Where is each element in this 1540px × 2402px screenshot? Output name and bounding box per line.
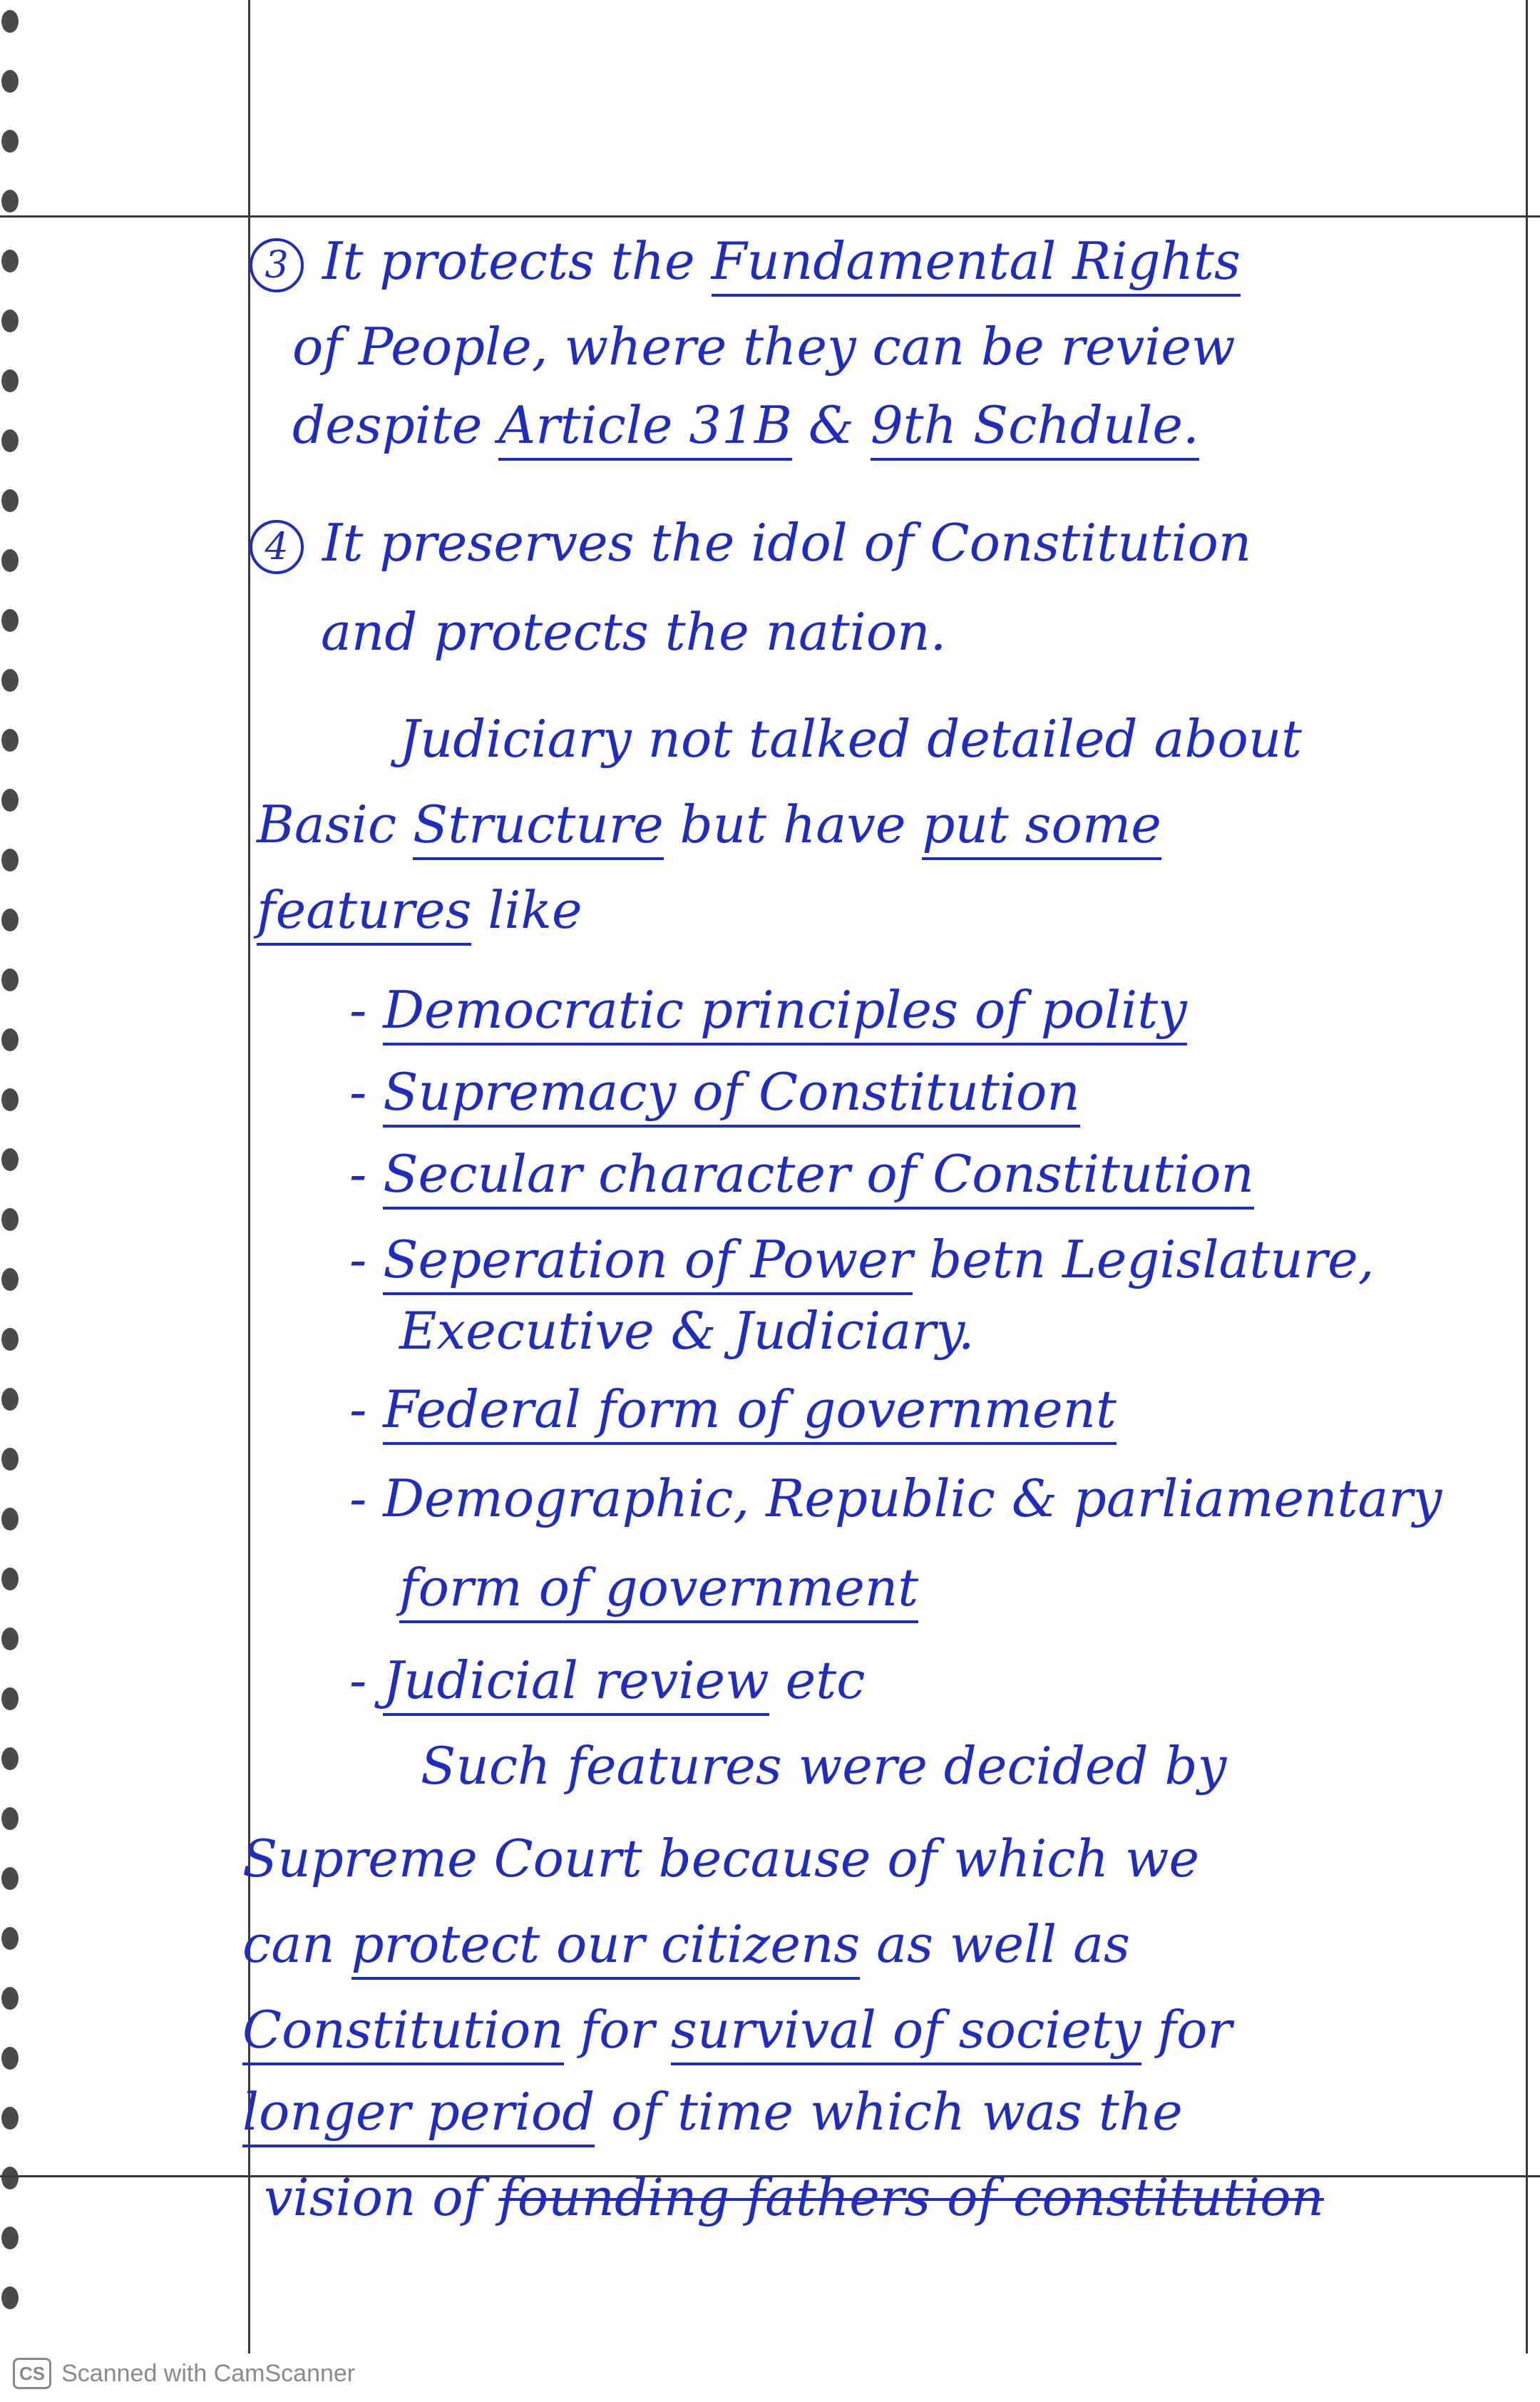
underlined-text: put some [922,794,1161,860]
spiral-ring [1,1568,19,1590]
spiral-ring [1,2047,19,2070]
spiral-ring [1,429,19,452]
spiral-ring [1,2286,19,2309]
underlined-text: 9th Schdule. [871,395,1199,461]
spiral-binding [0,0,43,2402]
spiral-ring [1,1088,19,1111]
spiral-ring [1,849,19,872]
intro-line1: Judiciary not talked detailed about [399,709,1303,769]
spiral-ring [1,489,19,512]
feature-item: - Federal form of government [349,1384,1116,1435]
spiral-ring [1,1148,19,1171]
struck-text: founding fathers of constitution [498,2167,1324,2227]
spiral-ring [1,1508,19,1530]
feature-item-continuation: form of government [399,1562,918,1613]
spiral-ring [1,1388,19,1411]
underlined-text: longer period [242,2082,595,2147]
conclusion-line6: vision of founding fathers of constitution [264,2167,1324,2227]
spiral-ring [1,190,19,213]
spiral-ring [1,130,19,153]
top-rule [0,215,1540,218]
number-circle: 3 [250,238,304,292]
underlined-text: Structure [413,794,664,860]
point3-line2: of People, where they can be review [292,317,1236,377]
spiral-ring [1,669,19,692]
spiral-ring [1,1028,19,1051]
watermark-text: Scanned with CamScanner [61,2359,356,2387]
feature-item-continuation: Executive & Judiciary. [399,1301,975,1361]
spiral-ring [1,1867,19,1890]
feature-item: - Seperation of Power betn Legislature, [349,1234,1375,1285]
conclusion-line5: longer period of time which was the [242,2086,1183,2137]
scanner-watermark [13,2356,355,2391]
intro-line2: Basic Structure but have put some [257,799,1161,850]
spiral-ring [1,1627,19,1650]
spiral-ring [1,729,19,752]
spiral-ring [1,310,19,332]
feature-item: - Supremacy of Constitution [349,1066,1080,1118]
point3-line1: 3 It protects the Fundamental Rights [250,235,1241,292]
spiral-ring [1,1208,19,1231]
spiral-ring [1,1328,19,1351]
point3-line3: despite Article 31B & 9th Schdule. [292,399,1199,451]
spiral-ring [1,609,19,632]
spiral-ring [1,1268,19,1291]
underlined-text: survival of society [671,2000,1141,2065]
underlined-text: Fundamental Rights [712,231,1241,297]
spiral-ring [1,1687,19,1710]
conclusion-line1: Such features were decided by [421,1736,1227,1796]
feature-item: - Judicial review etc [349,1655,866,1706]
spiral-ring [1,549,19,572]
underlined-text: Article 31B [498,395,792,461]
underlined-text: features [257,880,471,946]
feature-item: - Demographic, Republic & parliamentary [349,1468,1442,1528]
conclusion-line3: can protect our citizens as well as [242,1918,1130,1970]
spiral-ring [1,369,19,392]
spiral-ring [1,1448,19,1471]
feature-item: - Secular character of Constitution [349,1148,1254,1200]
spiral-ring [1,2107,19,2130]
spiral-ring [1,2167,19,2189]
spiral-ring [1,969,19,991]
spiral-ring [1,1987,19,2010]
point4-line1: 4 It preserves the idol of Constitution [250,517,1251,574]
spiral-ring [1,1807,19,1830]
spiral-ring [1,2227,19,2249]
conclusion-line2: Supreme Court because of which we [242,1829,1200,1889]
spiral-ring [1,789,19,812]
underlined-text: protect our citizens [351,1914,861,1980]
camscanner-logo: CS [13,2358,51,2389]
spiral-ring [1,10,19,33]
conclusion-line4: Constitution for survival of society for [242,2004,1232,2055]
spiral-ring [1,70,19,93]
spiral-ring [1,1747,19,1770]
underlined-text: Constitution [242,2000,564,2065]
spiral-ring [1,1927,19,1950]
right-margin-line [1526,0,1528,2354]
spiral-ring [1,909,19,931]
spiral-ring [1,250,19,272]
feature-item: - Democratic principles of polity [349,984,1187,1036]
point4-line2: and protects the nation. [321,602,947,662]
number-circle: 4 [250,520,304,574]
intro-line3: features like [257,884,582,936]
